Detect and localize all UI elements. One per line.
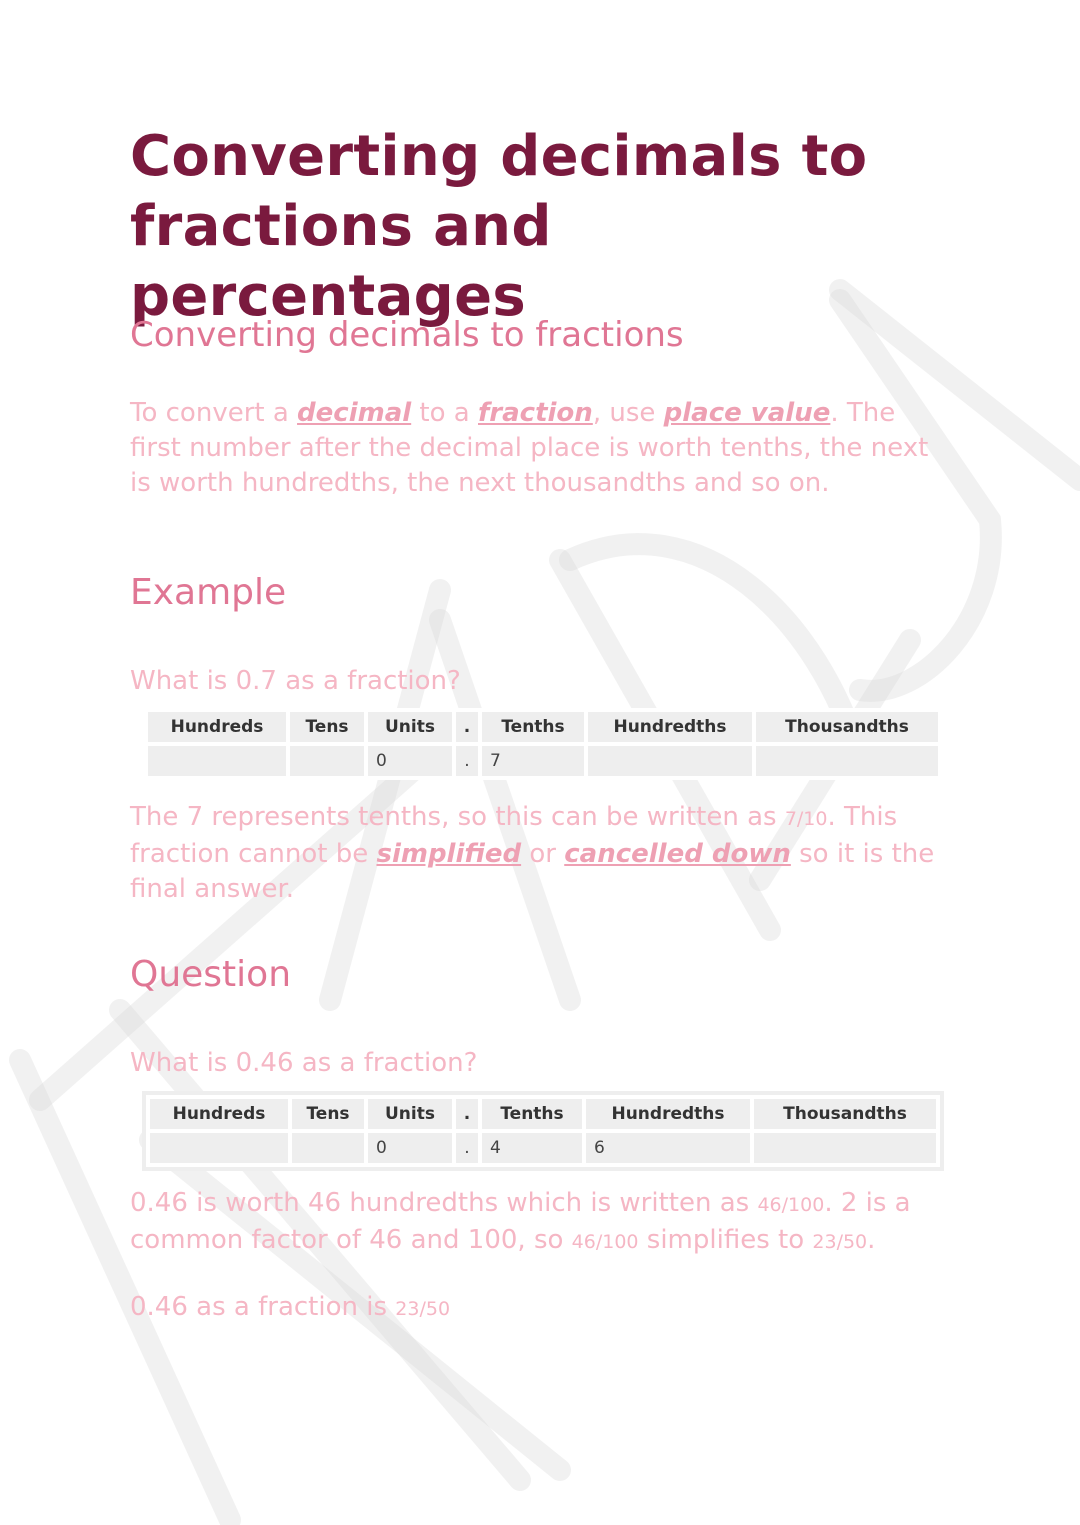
table-header-row bbox=[148, 712, 938, 742]
table-header: Hundredths bbox=[586, 1099, 750, 1129]
intro-text: to a bbox=[411, 398, 478, 428]
fraction-value: 7/10 bbox=[784, 808, 828, 830]
fraction-value: 46/100 bbox=[571, 1231, 639, 1253]
table-header: Tens bbox=[290, 712, 364, 742]
table-cell: 7 bbox=[482, 746, 584, 776]
table-row bbox=[148, 746, 938, 776]
simplified-link[interactable]: simplified bbox=[376, 839, 522, 869]
fraction-value: 46/100 bbox=[757, 1194, 825, 1216]
table-cell bbox=[148, 746, 286, 776]
table-header: Tens bbox=[292, 1099, 364, 1129]
answer-text: . This fraction cannot be bbox=[130, 802, 898, 869]
table-header: Tenths bbox=[482, 712, 584, 742]
cancelled-down-link[interactable]: cancelled down bbox=[564, 839, 791, 869]
fraction-value: 23/50 bbox=[395, 1298, 451, 1320]
fraction-link[interactable]: fraction bbox=[478, 398, 593, 428]
final-answer bbox=[130, 1290, 945, 1327]
question-answer bbox=[130, 1186, 945, 1260]
table-cell: 0 bbox=[368, 746, 452, 776]
answer-text: . bbox=[867, 1225, 876, 1255]
table-header: Units bbox=[368, 1099, 452, 1129]
answer-text: The 7 represents tenths, so this can be written as bbox=[130, 802, 785, 832]
table-cell: 4 bbox=[482, 1133, 582, 1163]
table-cell bbox=[588, 746, 752, 776]
example-answer bbox=[130, 800, 945, 907]
table-row bbox=[150, 1133, 936, 1163]
table-header: . bbox=[456, 1099, 478, 1129]
answer-text: 0.46 is worth 46 hundredths which is written as bbox=[130, 1188, 758, 1218]
table-header: Tenths bbox=[482, 1099, 582, 1129]
intro-text: To convert a bbox=[130, 398, 298, 428]
table-cell: 6 bbox=[586, 1133, 750, 1163]
table-header-row bbox=[150, 1099, 936, 1129]
table-header: Hundreds bbox=[148, 712, 286, 742]
question-heading: Question bbox=[130, 954, 292, 995]
page-title: Converting decimals to fractions and percentages bbox=[130, 124, 868, 329]
table-cell: . bbox=[456, 746, 478, 776]
table-cell bbox=[292, 1133, 364, 1163]
answer-text: or bbox=[521, 839, 565, 869]
answer-text: simplifies to bbox=[638, 1225, 813, 1255]
table-cell bbox=[290, 746, 364, 776]
table-header: Thousandths bbox=[754, 1099, 936, 1129]
answer-text: . 2 is a common factor of 46 and 100, so bbox=[130, 1188, 911, 1255]
table-cell: . bbox=[456, 1133, 478, 1163]
section-heading: Converting decimals to fractions bbox=[130, 315, 684, 355]
table-header: Units bbox=[368, 712, 452, 742]
place-value-table-example bbox=[144, 708, 942, 780]
answer-text: 0.46 as a fraction is bbox=[130, 1292, 396, 1322]
decimal-link[interactable]: decimal bbox=[297, 398, 412, 428]
table-header: . bbox=[456, 712, 478, 742]
example-heading: Example bbox=[130, 572, 287, 613]
table-cell bbox=[756, 746, 938, 776]
fraction-value: 23/50 bbox=[812, 1231, 868, 1253]
place-value-table-question bbox=[142, 1091, 944, 1171]
answer-text: so it is the final answer. bbox=[130, 839, 935, 904]
place-value-link[interactable]: place value bbox=[663, 398, 831, 428]
example-question: What is 0.7 as a fraction? bbox=[130, 666, 461, 696]
intro-paragraph bbox=[130, 396, 945, 501]
table-cell: 0 bbox=[368, 1133, 452, 1163]
intro-text: , use bbox=[592, 398, 664, 428]
table-cell bbox=[150, 1133, 288, 1163]
table-header: Thousandths bbox=[756, 712, 938, 742]
intro-text: . The first number after the decimal place is worth tenths, the next is worth hundredths, the next thousandths and so on. bbox=[130, 398, 929, 498]
question-text: What is 0.46 as a fraction? bbox=[130, 1048, 478, 1078]
table-header: Hundredths bbox=[588, 712, 752, 742]
table-cell bbox=[754, 1133, 936, 1163]
table-header: Hundreds bbox=[150, 1099, 288, 1129]
